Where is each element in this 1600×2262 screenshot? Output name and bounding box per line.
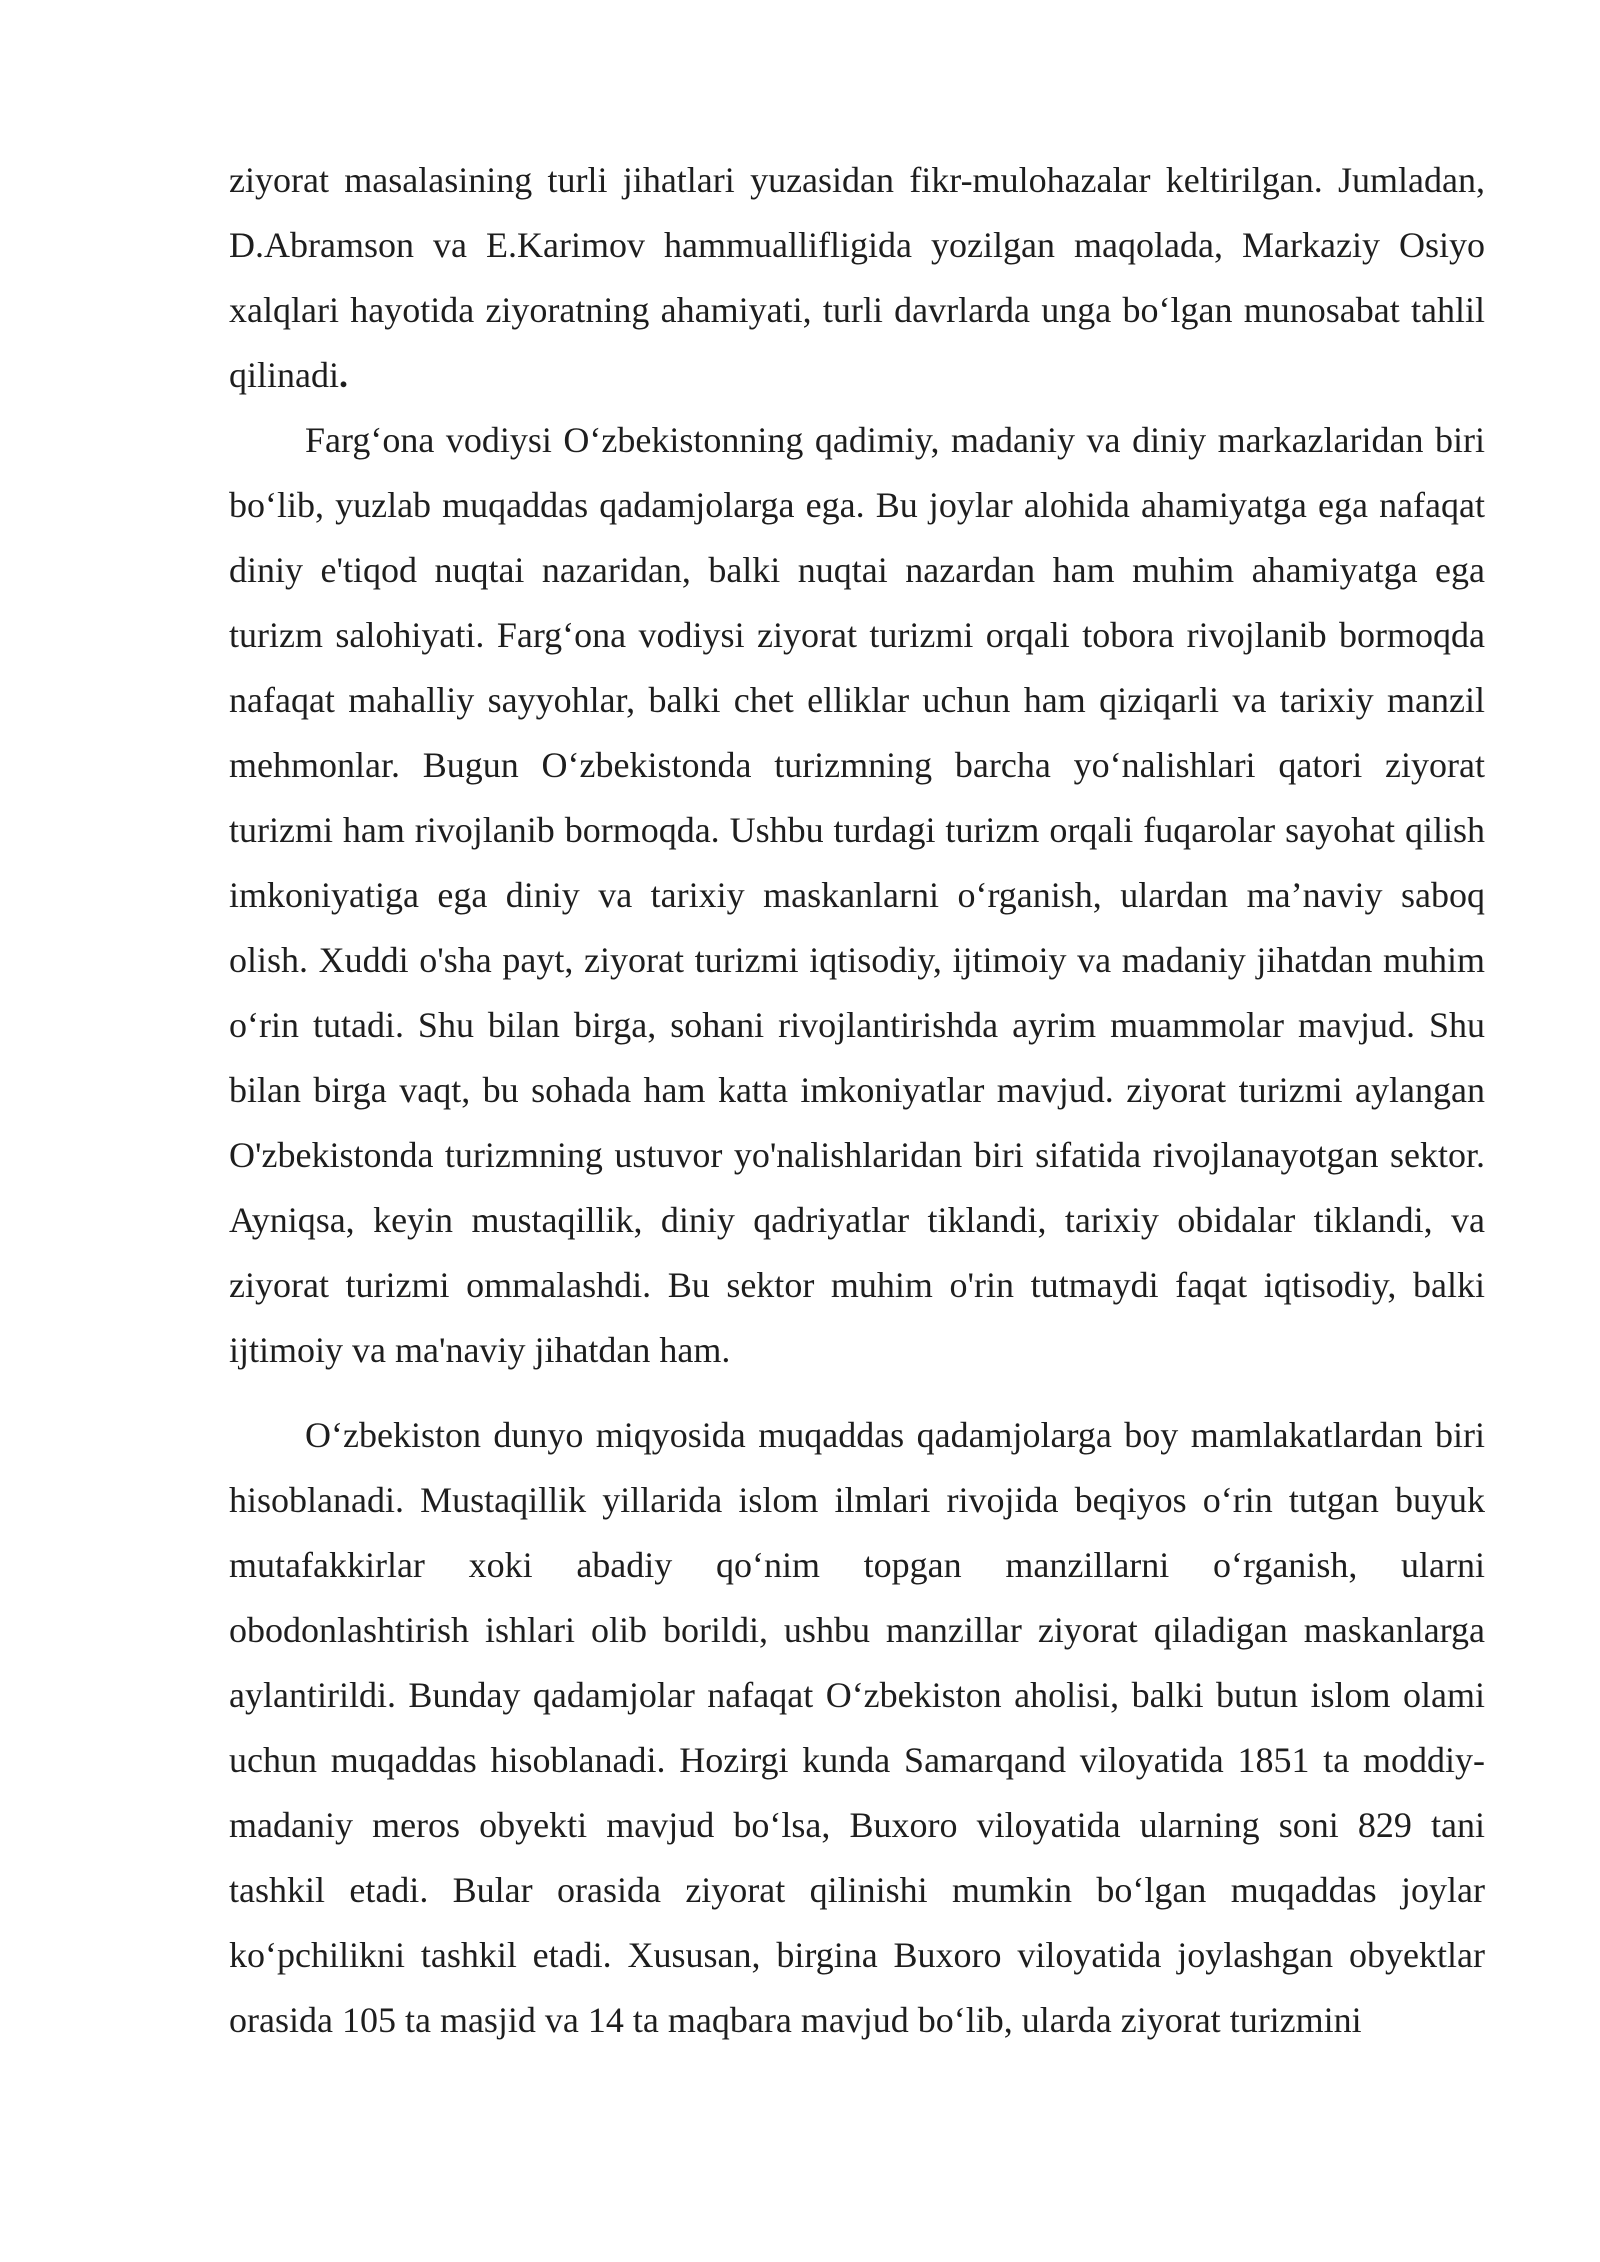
document-body: [229, 148, 1485, 2053]
paragraph-2: Farg‘ona vodiysi O‘zbekistonning qadimiy, madaniy va diniy markazlaridan biri bo‘lib, yuzlab muqaddas qadamjolarga ega. Bu joylar alohida ahamiyatga ega nafaqat diniy e'tiqod nuqtai nazaridan, balki nuqtai nazardan ham muhim ahamiyatga ega turizm salohiyati. Farg‘ona vodiysi ziyorat turizmi orqali tobora rivojlanib bormoqda nafaqat mahalliy sayyohlar, balki chet elliklar uchun ham qiziqarli va tarixiy manzil mehmonlar. Bugun O‘zbekistonda turizmning barcha yo‘nalishlari qatori ziyorat turizmi ham rivojlanib bormoqda. Ushbu turdagi turizm orqali fuqarolar sayohat qilish imkoniyatiga ega diniy va tarixiy maskanlarni o‘rganish, ulardan ma’naviy saboq olish. Xuddi o'sha payt, ziyorat turizmi iqtisodiy, ijtimoiy va madaniy jihatdan muhim o‘rin tutadi. Shu bilan birga, sohani rivojlantirishda ayrim muammolar mavjud. Shu bilan birga vaqt, bu sohada ham katta imkoniyatlar mavjud. ziyorat turizmi aylangan O'zbekistonda turizmning ustuvor yo'nalishlaridan biri sifatida rivojlanayotgan sektor. Ayniqsa, keyin mustaqillik, diniy qadriyatlar tiklandi, tarixiy obidalar tiklandi, va ziyorat turizmi ommalashdi. Bu sektor muhim o'rin tutmaydi faqat iqtisodiy, balki ijtimoiy va ma'naviy jihatdan ham.: [229, 420, 1485, 1370]
paragraph-1-text: ziyorat masalasining turli jihatlari yuzasidan fikr-mulohazalar keltirilgan. Jumladan, D.Abramson va E.Karimov hammuallifligida yozilgan maqolada, Markaziy Osiyo xalqlari hayotida ziyoratning ahamiyati, turli davrlarda unga bo‘lgan munosabat tahlil qilinadi: [229, 160, 1485, 395]
paragraph-3: O‘zbekiston dunyo miqyosida muqaddas qadamjolarga boy mamlakatlardan biri hisoblanadi. Mustaqillik yillarida islom ilmlari rivojida beqiyos o‘rin tutgan buyuk mutafakkirlar xoki abadiy qo‘nim topgan manzillarni o‘rganish, ularni obodonlashtirish ishlari olib borildi, ushbu manzillar ziyorat qiladigan maskanlarga aylantirildi. Bunday qadamjolar nafaqat O‘zbekiston aholisi, balki butun islom olami uchun muqaddas hisoblanadi. Hozirgi kunda Samarqand viloyatida 1851 ta moddiy-madaniy meros obyekti mavjud bo‘lsa, Buxoro viloyatida ularning soni 829 tani tashkil etadi. Bular orasida ziyorat qilinishi mumkin bo‘lgan muqaddas joylar ko‘pchilikni tashkil etadi. Xususan, birgina Buxoro viloyatida joylashgan obyektlar orasida 105 ta masjid va 14 ta maqbara mavjud bo‘lib, ularda ziyorat turizmini: [229, 1415, 1485, 2040]
paragraph-1-period: .: [339, 355, 348, 395]
paragraph-1: [229, 148, 1485, 408]
